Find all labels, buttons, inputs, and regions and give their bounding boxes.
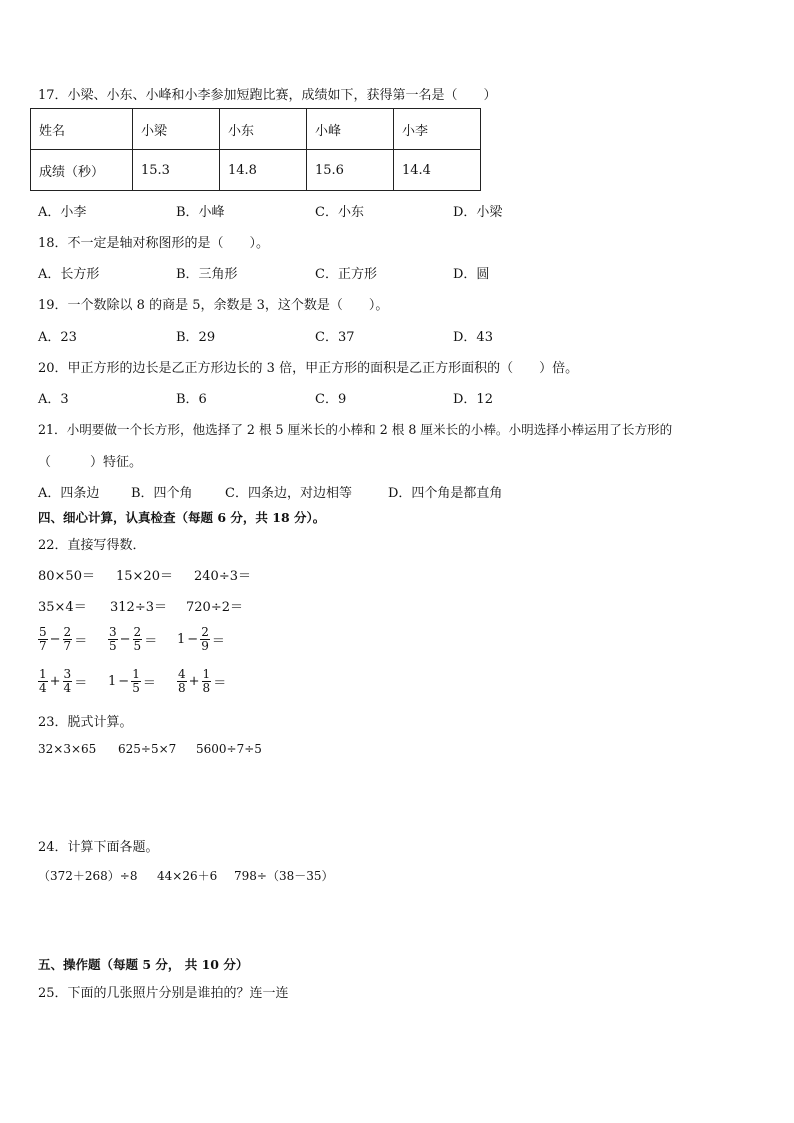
q21-option-b: B．四个角 <box>131 486 193 501</box>
numerator: 1 <box>39 666 47 681</box>
table-row <box>31 109 481 150</box>
q17-option-c: C．小东 <box>315 205 364 220</box>
equals-sign: ＝ <box>211 633 225 649</box>
q22-fraction-expr <box>37 666 88 696</box>
equals-sign: ＝ <box>142 675 156 691</box>
whole-number: 1 <box>177 631 186 647</box>
q22-fraction-expr <box>107 666 157 696</box>
q20-option-a: A．3 <box>38 392 69 407</box>
equals-sign: ＝ <box>74 675 88 691</box>
table-cell: 小东 <box>220 109 307 150</box>
q22-fraction-expr <box>176 666 227 696</box>
table-cell: 小李 <box>394 109 481 150</box>
table-row <box>31 150 481 191</box>
equals-sign: ＝ <box>144 633 158 649</box>
q19-option-c: C．37 <box>315 330 355 345</box>
q17-stem: 17．小梁、小东、小峰和小李参加短跑比赛，成绩如下，获得第一名是（ ） <box>38 88 497 103</box>
section-5-heading: 五、操作题（每题 5 分， 共 10 分） <box>38 957 249 972</box>
denominator: 5 <box>109 638 117 653</box>
q22-fraction-expr <box>176 624 226 654</box>
numerator: 2 <box>201 624 209 639</box>
operator: − <box>187 631 199 647</box>
equals-sign: ＝ <box>74 633 88 649</box>
table-cell: 姓名 <box>31 109 133 150</box>
numerator: 2 <box>63 624 72 639</box>
denominator: 7 <box>63 638 72 653</box>
denominator: 7 <box>39 638 47 653</box>
q17-option-a: A．小李 <box>38 205 87 220</box>
q25-stem: 25．下面的几张照片分别是谁拍的？连一连 <box>38 986 289 1001</box>
q22-expr: 720÷2＝ <box>186 600 243 615</box>
q20-option-c: C．9 <box>315 392 347 407</box>
operator: − <box>49 631 61 647</box>
fraction <box>133 626 143 653</box>
numerator: 3 <box>63 666 72 681</box>
denominator: 4 <box>39 680 47 695</box>
q21-option-a: A．四条边 <box>38 486 100 501</box>
q17-option-b: B．小峰 <box>176 205 225 220</box>
denominator: 8 <box>202 680 211 695</box>
denominator: 4 <box>63 680 72 695</box>
numerator: 5 <box>39 624 47 639</box>
q18-stem: 18．不一定是轴对称图形的是（ ）。 <box>38 236 270 251</box>
q22-fraction-expr <box>107 624 158 654</box>
fraction <box>202 668 212 695</box>
fraction <box>38 668 48 695</box>
fraction <box>108 626 118 653</box>
q23-stem: 23．脱式计算。 <box>38 715 133 730</box>
q21-stem-line1: 21．小明要做一个长方形，他选择了 2 根 5 厘米长的小棒和 2 根 8 厘米长的小棒。小明选择小棒运用了长方形的 <box>38 422 673 437</box>
q17-option-d: D．小梁 <box>453 205 503 220</box>
section-4-heading: 四、细心计算，认真检查（每题 6 分，共 18 分）。 <box>38 510 326 525</box>
table-cell: 15.6 <box>307 150 394 191</box>
q17-score-table <box>30 108 481 191</box>
whole-number: 1 <box>108 673 117 689</box>
operator: + <box>188 673 200 689</box>
fraction <box>38 626 48 653</box>
operator: − <box>119 631 131 647</box>
table-cell: 成绩（秒） <box>31 150 133 191</box>
q19-option-d: D．43 <box>453 330 493 345</box>
numerator: 3 <box>109 624 117 639</box>
q21-option-d: D．四个角是都直角 <box>388 486 503 501</box>
numerator: 1 <box>132 666 140 681</box>
q19-option-b: B．29 <box>176 330 216 345</box>
q18-option-a: A．长方形 <box>38 267 100 282</box>
numerator: 4 <box>178 666 186 681</box>
fraction <box>200 626 210 653</box>
q22-stem: 22．直接写得数． <box>38 538 146 553</box>
q22-expr: 80×50＝ <box>38 569 95 584</box>
q24-stem: 24．计算下面各题。 <box>38 840 159 855</box>
numerator: 2 <box>133 624 142 639</box>
fraction <box>177 668 187 695</box>
denominator: 5 <box>132 680 140 695</box>
table-cell: 15.3 <box>133 150 220 191</box>
q18-option-c: C．正方形 <box>315 267 377 282</box>
q22-expr: 312÷3＝ <box>110 600 167 615</box>
equals-sign: ＝ <box>213 675 227 691</box>
fraction <box>131 668 141 695</box>
table-cell: 小峰 <box>307 109 394 150</box>
q20-stem: 20．甲正方形的边长是乙正方形边长的 3 倍，甲正方形的面积是乙正方形面积的（ ）倍。 <box>38 361 579 376</box>
q23-expr: 625÷5×7 <box>118 742 177 756</box>
q22-expr: 240÷3＝ <box>194 569 251 584</box>
operator: − <box>118 673 130 689</box>
denominator: 9 <box>201 638 209 653</box>
q20-option-b: B．6 <box>176 392 207 407</box>
q22-expr: 15×20＝ <box>116 569 173 584</box>
q21-stem-line2: （ ）特征。 <box>38 455 143 470</box>
denominator: 8 <box>178 680 186 695</box>
numerator: 1 <box>202 666 211 681</box>
q19-option-a: A．23 <box>38 330 77 345</box>
q19-stem: 19．一个数除以 8 的商是 5，余数是 3，这个数是（ ）。 <box>38 298 389 313</box>
q22-fraction-expr <box>37 624 88 654</box>
fraction <box>63 668 73 695</box>
q18-option-b: B．三角形 <box>176 267 238 282</box>
q24-expr: 44×26＋6 <box>157 869 218 883</box>
fraction <box>63 626 73 653</box>
table-cell: 14.4 <box>394 150 481 191</box>
q23-expr: 32×3×65 <box>38 742 97 756</box>
q21-option-c: C．四条边，对边相等 <box>225 486 352 501</box>
operator: + <box>49 673 61 689</box>
q24-expr: 798÷（38－35） <box>234 869 334 883</box>
q20-option-d: D．12 <box>453 392 493 407</box>
q22-expr: 35×4＝ <box>38 600 87 615</box>
q24-expr: （372＋268）÷8 <box>38 869 138 883</box>
denominator: 5 <box>133 638 142 653</box>
table-cell: 小梁 <box>133 109 220 150</box>
table-cell: 14.8 <box>220 150 307 191</box>
q18-option-d: D．圆 <box>453 267 490 282</box>
q23-expr: 5600÷7÷5 <box>196 742 262 756</box>
